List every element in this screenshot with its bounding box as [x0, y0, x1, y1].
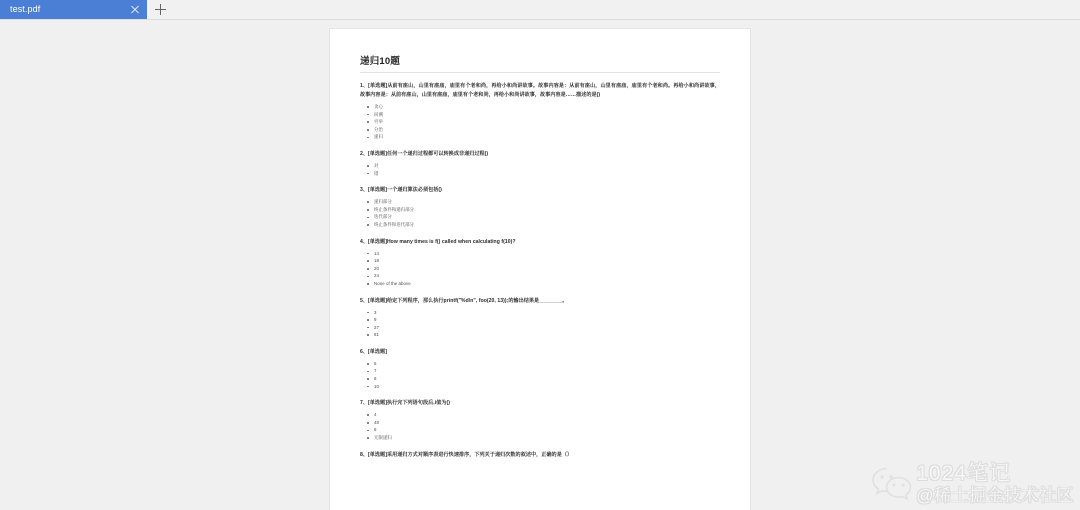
option-item: 终止条件和迭代部分 [374, 221, 720, 229]
question-block [360, 238, 720, 288]
option-item: 5 [374, 360, 720, 368]
option-item: 迭代部分 [374, 213, 720, 221]
option-item: 8 [374, 375, 720, 383]
option-item: 7 [374, 367, 720, 375]
option-item: 8 [374, 426, 720, 434]
wechat-icon [870, 464, 914, 504]
question-block [360, 451, 720, 460]
option-list [360, 411, 720, 441]
option-item: None of the above [374, 280, 720, 288]
watermark-line-2: @稀土掘金技术社区 [916, 486, 1074, 505]
option-item: 81 [374, 331, 720, 339]
watermark-text [916, 462, 1074, 506]
option-item: 10 [374, 383, 720, 391]
question-list [360, 82, 720, 460]
option-item: 递归 [374, 133, 720, 141]
option-list [360, 162, 720, 177]
plus-icon [155, 4, 166, 15]
title-divider [360, 72, 720, 73]
watermark-line-1: 1024笔记 [916, 462, 1011, 485]
option-item: 回溯 [374, 111, 720, 119]
question-text: 5、[单选题]给定下列程序，那么执行printf("%d\n", foo(20, 13));的输出结果是________。 [360, 297, 568, 304]
option-list [360, 309, 720, 339]
question-text: 2、[单选题]任何一个递归过程都可以转换成非递归过程() [360, 150, 489, 157]
watermark [870, 462, 1074, 506]
option-item: 18 [374, 257, 720, 265]
question-text: 4、[单选题]How many times is f() called when calculating f(10)? [360, 238, 516, 245]
question-text: 1、[单选题]从前有座山，山里有座庙，庙里有个老和尚，再给小和尚讲故事。故事内容是：从前有座山，山里有座庙，庙里有个老和尚。再给小和尚讲故事，故事内容是：从前有座山，山里有座庙，庙里有个老和尚，再给小和尚讲故事，故事内容是……描述的是() [360, 83, 720, 98]
option-list [360, 360, 720, 390]
option-list [360, 103, 720, 141]
question-text: 8、[单选题]采用递归方式对顺序表进行快速排序，下列关于递归次数的叙述中，正确的是（） [360, 451, 573, 458]
question-block [360, 399, 720, 441]
question-block [360, 297, 720, 339]
browser-tab-test-pdf[interactable] [0, 0, 147, 19]
question-text: 3、[单选题]一个递归算法必须包括() [360, 187, 442, 194]
option-item: 贪心 [374, 103, 720, 111]
option-list [360, 250, 720, 288]
document-title: 递归10题 [360, 56, 401, 67]
option-item: 27 [374, 324, 720, 332]
tab-title: test.pdf [10, 4, 41, 14]
option-item: 无限递归 [374, 434, 720, 442]
pdf-page [330, 29, 750, 510]
option-item: 48 [374, 419, 720, 427]
option-item: 14 [374, 250, 720, 258]
option-list [360, 198, 720, 228]
question-text: 6、[单选题] [360, 348, 387, 355]
option-item: 4 [374, 411, 720, 419]
option-item: 3 [374, 309, 720, 317]
question-block [360, 186, 720, 228]
pdf-page-content [330, 29, 750, 460]
option-item: 9 [374, 316, 720, 324]
option-item: 分治 [374, 126, 720, 134]
option-item: 错 [374, 170, 720, 178]
tab-strip [0, 0, 1080, 20]
option-item: 对 [374, 162, 720, 170]
question-text: 7、[单选题]执行完下列语句段后,i值为() [360, 400, 450, 407]
close-icon[interactable] [129, 4, 141, 16]
question-block [360, 348, 720, 390]
new-tab-button[interactable] [147, 0, 173, 19]
option-item: 穷举 [374, 118, 720, 126]
tab-strip-empty-area [173, 0, 1080, 19]
option-item: 20 [374, 265, 720, 273]
question-block [360, 150, 720, 177]
option-item: 24 [374, 272, 720, 280]
option-item: 终止条件和递归部分 [374, 206, 720, 214]
option-item: 递归部分 [374, 198, 720, 206]
question-block [360, 82, 720, 141]
pdf-viewer[interactable] [0, 20, 1080, 510]
